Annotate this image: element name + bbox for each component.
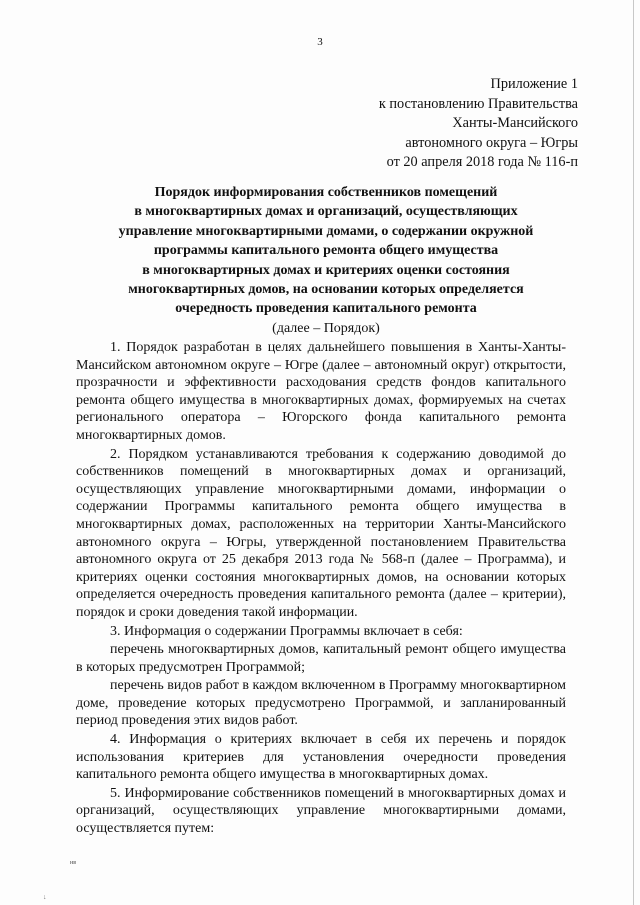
scan-corner-mark: ↓ <box>43 893 47 901</box>
document-body <box>76 339 566 839</box>
title-line: программы капитального ремонта общего имущества <box>153 243 499 259</box>
title-line: Порядок информирования собственников помещений <box>154 185 498 200</box>
appendix-line: Приложение 1 <box>490 76 578 92</box>
title-line: очередность проведения капитального ремонта <box>175 301 477 317</box>
scan-edge-line <box>633 0 634 905</box>
appendix-line: к постановлению Правительства <box>378 95 578 112</box>
paragraph-5: 5. Информирование собственников помещений в многоквартирных домах и организаций, осуществляющих управление многоквартирными домами, осуществляется путем: <box>76 785 566 837</box>
paragraph-3: 3. Информация о содержании Программы включает в себя: <box>110 623 463 639</box>
paragraph-3-item-2: перечень видов работ в каждом включенном в Программу многоквартирном доме, проведение которых предусмотрено Программой, и запланированный период проведения этих видов работ. <box>76 678 566 729</box>
footer-initials: нв <box>70 860 77 866</box>
title-line: многоквартирных домов, на основании которых определяется <box>128 282 524 298</box>
title-line: управление многоквартирными домами, о содержании окружной <box>118 223 534 239</box>
appendix-line: от 20 апреля 2018 года № 116-п <box>386 154 578 171</box>
paragraph-2: 2. Порядком устанавливаются требования к содержанию доводимой до собственников помещений в многоквартирных домах и организаций, осуществляющих управление многоквартирными домами, информации о содержании Программы капитального ремонта общего имущества в многоквартирных домах, расположенных на территории Ханты-Мансийского автономного округа – Югры, утвержденной постановлением Правительства автономного округа от 25 декабря 2013 года № 568-п (далее – Программа), и критериях оценки состояния многоквартирных домов, на основании которых определяется очередность проведения капитального ремонта (далее – критерии), порядок и сроки доведения такой информации. <box>76 446 566 620</box>
page-number: 3 <box>317 36 323 48</box>
paragraph-1: 1. Порядок разработан в целях дальнейшего повышения в Ханты-Ханты-Мансийском автономном округе – Югре (далее – автономный округ) открытости, прозрачности и эффективности расходования средств фондов капитального ремонта общего имущества в многоквартирных домах, формируемых на счетах регионального оператора – Югорского фонда капитального ремонта многоквартирных домов. <box>76 340 566 443</box>
document-title <box>70 183 582 338</box>
title-subtitle: (далее – Порядок) <box>272 320 380 336</box>
appendix-line: автономного округа – Югры <box>405 134 578 151</box>
paragraph-4: 4. Информация о критериях включает в себя их перечень и порядок использования критериев для установления очередности проведения капитального ремонта общего имущества в многоквартирных домах. <box>76 732 566 783</box>
appendix-line: Ханты-Мансийского <box>452 115 578 132</box>
appendix-header <box>379 75 578 173</box>
paragraph-3-item-1: перечень многоквартирных домов, капитальный ремонт общего имущества в которых предусмотрен Программой; <box>76 642 566 675</box>
title-line: в многоквартирных домах и критериях оценки состояния <box>142 262 510 278</box>
title-line: в многоквартирных домах и организаций, осуществляющих <box>134 204 518 220</box>
